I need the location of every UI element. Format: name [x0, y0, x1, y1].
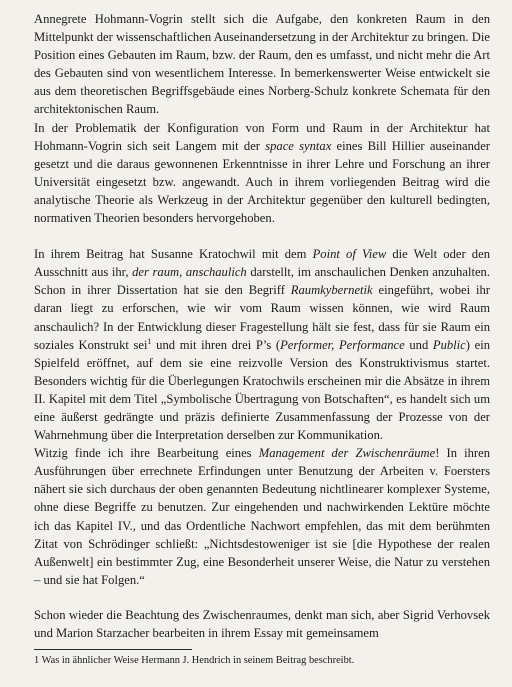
paragraph-3 [34, 245, 490, 444]
text-run: eines Bill Hillier auseinander gesetzt und die daraus gewonnenen Erkenntnisse in ihrer Lehre und Forschung an ihrer Universität eingesetzt bzw. angewandt. Auch in ihrem vorliegenden Beitrag wird die analytische Theorie als Werkzeug in der Architektur gegenüber den kulturell bedingten, normativen Theorien besonders hervorgehoben. [34, 138, 490, 226]
footnote: 1 Was in ähnlicher Weise Hermann J. Hendrich in seinem Beitrag beschreibt. [34, 655, 355, 667]
italic-phrase: Management der Zwischenräume [258, 446, 436, 461]
text-run: Witzig finde ich ihre Bearbeitung eines [34, 446, 259, 461]
italic-phrase: der raum, anschaulich [132, 265, 247, 280]
text-run: In der Problematik der Konfiguration von Form und Raum in der Architektur hat Hohmann-Vogrin sich seit Langem mit der [34, 120, 490, 153]
footnote-divider [34, 649, 192, 650]
italic-phrase: Point of View [312, 247, 387, 262]
text-run: Schon wieder die Beachtung des Zwischenraumes, denkt man sich, aber Sigrid Verhovsek und Marion Starzacher bearbeiten in ihrem Essay mit gemeinsamem [34, 607, 490, 640]
text-run: Annegrete Hohmann-Vogrin stellt sich die Aufgabe, den konkreten Raum in den Mittelpunkt der wissenschaftlichen Auseinandersetzung in der Architektur zu bringen. Die Position eines Gebauten im Raum, bzw. der Raum, den es umfasst, und nicht mehr die Art des Gebauten sind von wesentlichem Interesse. In bemerkenswerter Weise entwickelt sie aus dem theoretischen Begriffsgebäude eines Norberg-Schulz konkrete Schemata für den architektonischen Raum. [34, 12, 490, 117]
footnote-marker: 1 [147, 336, 152, 346]
text-run: ! In ihren Ausführungen über errechnete Erfindungen unter Benutzung der Arbeiten v. Foersters nähert sie sich durchaus der oben genannten Bedeutung nichtlinearer komplexer Systeme, ohne diese Begriffe zu benutzen. Zur eingehenden und nachwirkenden Lektüre möchte ich das Kapitel IV., und das Ordentliche Nachwort empfehlen, das mit dem berühmten Zitat von Schrödinger schließt: „Nichtsdestoweniger ist sie [die Hypothese der realen Außenwelt] ein bestimmter Zug, eine Besonderheit unserer Weise, die Natur zu verstehen – und sie hat Folgen.“ [34, 446, 491, 587]
paragraph-5 [34, 606, 490, 642]
text-run: In ihrem Beitrag hat Susanne Kratochwil mit dem [34, 247, 313, 262]
paragraph-1 [34, 10, 490, 119]
text-run: und [404, 337, 433, 352]
paragraph-4 [34, 444, 490, 589]
italic-phrase: Public [432, 337, 466, 352]
paragraph-2 [34, 119, 490, 228]
text-run: darstellt, im anschaulichen Denken anzuhalten. Schon in ihrer Dissertation hat sie den Begriff [34, 265, 490, 298]
text-run: eingeführt, wobei ihr daran liegt zu erforschen, wie wir vom Raum wissen können, wie wird Raum anschaulich? In der Entwicklung dieser Fragestellung hält sie fest, dass für sie Raum ein soziales Konstrukt sei [34, 283, 490, 352]
italic-phrase: space syntax [265, 138, 332, 153]
text-run: und mit ihren drei P’s ( [151, 337, 281, 352]
text-run: die Welt oder den Ausschnitt aus ihr, [34, 247, 490, 280]
italic-phrase: Raumkybernetik [290, 283, 373, 298]
italic-phrase: Performer, Performance [280, 337, 405, 352]
text-run: ) ein Spielfeld eröffnet, auf dem sie eine reizvolle Version des Konstruktivismus startet. Besonders wichtig für die Überlegungen Kratochwils erscheinen mir die Absätze in ihrem II. Kapitel mit dem Titel „Symbolische Übertragung von Botschaften“, es handelt sich um eine äußerst gedrängte und präzis definierte Zusammenfassung der Prozesse von der Wahrnehmung über die Interpretation derselben zur Kommunikation. [34, 337, 490, 443]
